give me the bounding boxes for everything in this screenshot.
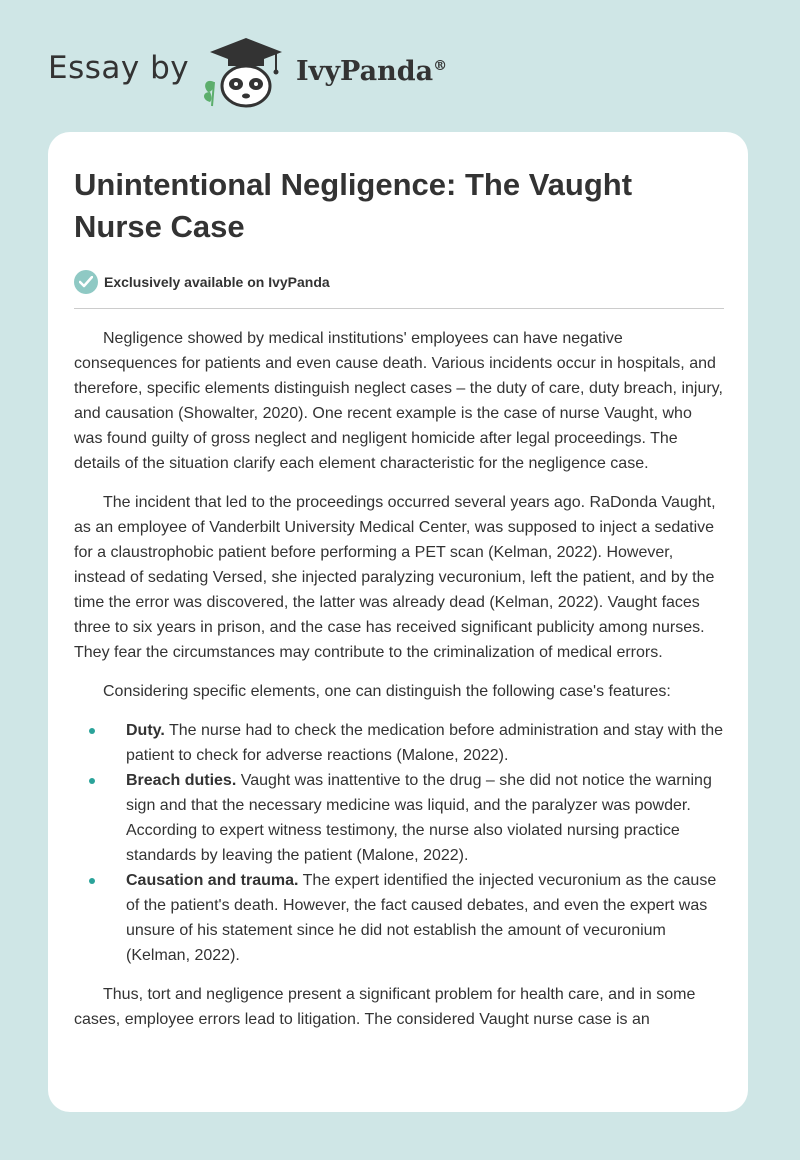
bullet-icon: [89, 728, 95, 734]
paragraph: Considering specific elements, one can distinguish the following case's features:: [103, 683, 671, 700]
brand-text: IvyPanda: [296, 56, 434, 87]
list-item-text: The nurse had to check the medication before administration and stay with the patient to check for adverse reactions (Malone, 2022).: [126, 722, 724, 764]
essay-content: [74, 164, 724, 1046]
paragraph: Thus, tort and negligence present a significant problem for health care, and in some cases, employee errors lead to litigation. The considered Vaught nurse case is an: [74, 986, 696, 1028]
panda-logo-icon[interactable]: [200, 36, 292, 110]
check-icon: [74, 270, 98, 294]
case-features-list: [74, 718, 724, 968]
registered-mark: ®: [433, 58, 448, 74]
site-header: [0, 0, 800, 120]
paragraph: Negligence showed by medical institutions' employees can have negative consequences for patients and even cause death. Various incidents occur in hospitals, and therefore, specific elements distinguish neglect cases – the duty of care, duty breach, injury, and causation (Showalter, 2020). One recent example is the case of nurse Vaught, who was found guilty of gross neglect and negligent homicide after legal proceedings. The details of the situation clarify each element characteristic for the negligence case.: [74, 330, 723, 472]
list-item: [74, 718, 724, 768]
bullet-icon: [89, 878, 95, 884]
exclusive-badge: [74, 270, 724, 294]
brand-name[interactable]: [296, 56, 447, 87]
paragraph: The incident that led to the proceedings occurred several years ago. RaDonda Vaught, as an employee of Vanderbilt University Medical Center, was supposed to inject a sedative for a claustrophobic patient before performing a PET scan (Kelman, 2022). However, instead of sedating Versed, she injected paralyzing vecuronium, left the patient, and by the time the error was discovered, the latter was already dead (Kelman, 2022). Vaught faces three to six years in prison, and the case has received significant publicity among nurses. They fear the circumstances may contribute to the criminalization of medical errors.: [74, 494, 716, 661]
exclusive-label: Exclusively available on IvyPanda: [104, 274, 330, 290]
essay-by-label: Essay by: [48, 50, 190, 86]
essay-body: [74, 326, 724, 1032]
bullet-icon: [89, 778, 95, 784]
list-item-term: Causation and trauma.: [126, 872, 299, 889]
list-item-text: The expert identified the injected vecuronium as the cause of the patient's death. However, the fact caused debates, and even the expert was unsure of his statement since he did not establish the amount of vecuronium (Kelman, 2022).: [126, 872, 717, 964]
list-item-text: Vaught was inattentive to the drug – she did not notice the warning sign and that the necessary medicine was liquid, and the paralyzer was powder. According to expert witness testimony, the nurse also violated nursing practice standards by leaving the patient (Malone, 2022).: [126, 772, 712, 864]
list-item-term: Duty.: [126, 722, 165, 739]
essay-title: Unintentional Negligence: The Vaught Nurse Case: [74, 167, 633, 244]
essay-card: [48, 132, 748, 1112]
list-item: [74, 868, 724, 968]
list-item: [74, 768, 724, 868]
list-item-term: Breach duties.: [126, 772, 237, 789]
divider: [74, 308, 724, 309]
